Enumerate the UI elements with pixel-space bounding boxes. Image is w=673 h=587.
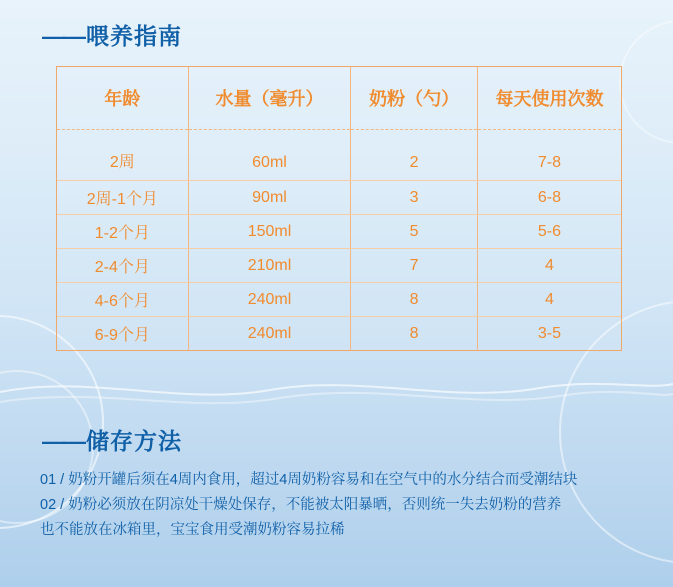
cell-water: 150ml bbox=[188, 215, 351, 249]
storage-notes bbox=[40, 468, 640, 543]
table-row bbox=[57, 317, 621, 351]
cell-frequency: 7-8 bbox=[477, 130, 621, 181]
cell-frequency: 6-8 bbox=[477, 181, 621, 215]
cell-frequency: 5-6 bbox=[477, 215, 621, 249]
cell-age: 1-2个月 bbox=[57, 215, 188, 249]
cell-water: 90ml bbox=[188, 181, 351, 215]
cell-frequency: 4 bbox=[477, 283, 621, 317]
cell-age: 2-4个月 bbox=[57, 249, 188, 283]
title-dash: —— bbox=[42, 428, 84, 454]
cell-powder: 7 bbox=[351, 249, 478, 283]
cell-age: 6-9个月 bbox=[57, 317, 188, 351]
storage-note-line: 01 / 奶粉开罐后须在4周内食用，超过4周奶粉容易和在空气中的水分结合而受潮结块 bbox=[40, 472, 578, 488]
storage-note-line: 02 / 奶粉必须放在阴凉处干燥处保存，不能被太阳暴晒，否则统一失去奶粉的营养 bbox=[40, 497, 562, 513]
cell-water: 240ml bbox=[188, 283, 351, 317]
title-dash: —— bbox=[42, 23, 84, 49]
cell-frequency: 4 bbox=[477, 249, 621, 283]
table-row bbox=[57, 283, 621, 317]
table-row bbox=[57, 181, 621, 215]
column-header-water: 水量（毫升） bbox=[188, 67, 351, 130]
page-title-feeding-guide bbox=[42, 18, 182, 51]
title-text: 储存方法 bbox=[86, 428, 182, 454]
decorative-wave bbox=[0, 370, 673, 410]
cell-water: 210ml bbox=[188, 249, 351, 283]
storage-note-line: 也不能放在冰箱里，宝宝食用受潮奶粉容易拉稀 bbox=[40, 522, 345, 538]
cell-powder: 2 bbox=[351, 130, 478, 181]
column-header-age: 年龄 bbox=[57, 67, 188, 130]
cell-water: 60ml bbox=[188, 130, 351, 181]
table-header-row bbox=[57, 67, 621, 130]
cell-powder: 8 bbox=[351, 283, 478, 317]
table-row bbox=[57, 249, 621, 283]
column-header-powder: 奶粉（勺） bbox=[351, 67, 478, 130]
cell-age: 2周-1个月 bbox=[57, 181, 188, 215]
column-header-frequency: 每天使用次数 bbox=[477, 67, 621, 130]
feeding-guide-table bbox=[56, 66, 622, 351]
decorative-arc bbox=[619, 20, 673, 144]
title-text: 喂养指南 bbox=[86, 23, 182, 49]
cell-powder: 3 bbox=[351, 181, 478, 215]
cell-water: 240ml bbox=[188, 317, 351, 351]
cell-age: 2周 bbox=[57, 130, 188, 181]
page-title-storage-method bbox=[42, 423, 182, 456]
cell-age: 4-6个月 bbox=[57, 283, 188, 317]
table-row bbox=[57, 130, 621, 181]
cell-powder: 8 bbox=[351, 317, 478, 351]
cell-frequency: 3-5 bbox=[537, 324, 562, 342]
table-row bbox=[57, 215, 621, 249]
cell-powder: 5 bbox=[351, 215, 478, 249]
